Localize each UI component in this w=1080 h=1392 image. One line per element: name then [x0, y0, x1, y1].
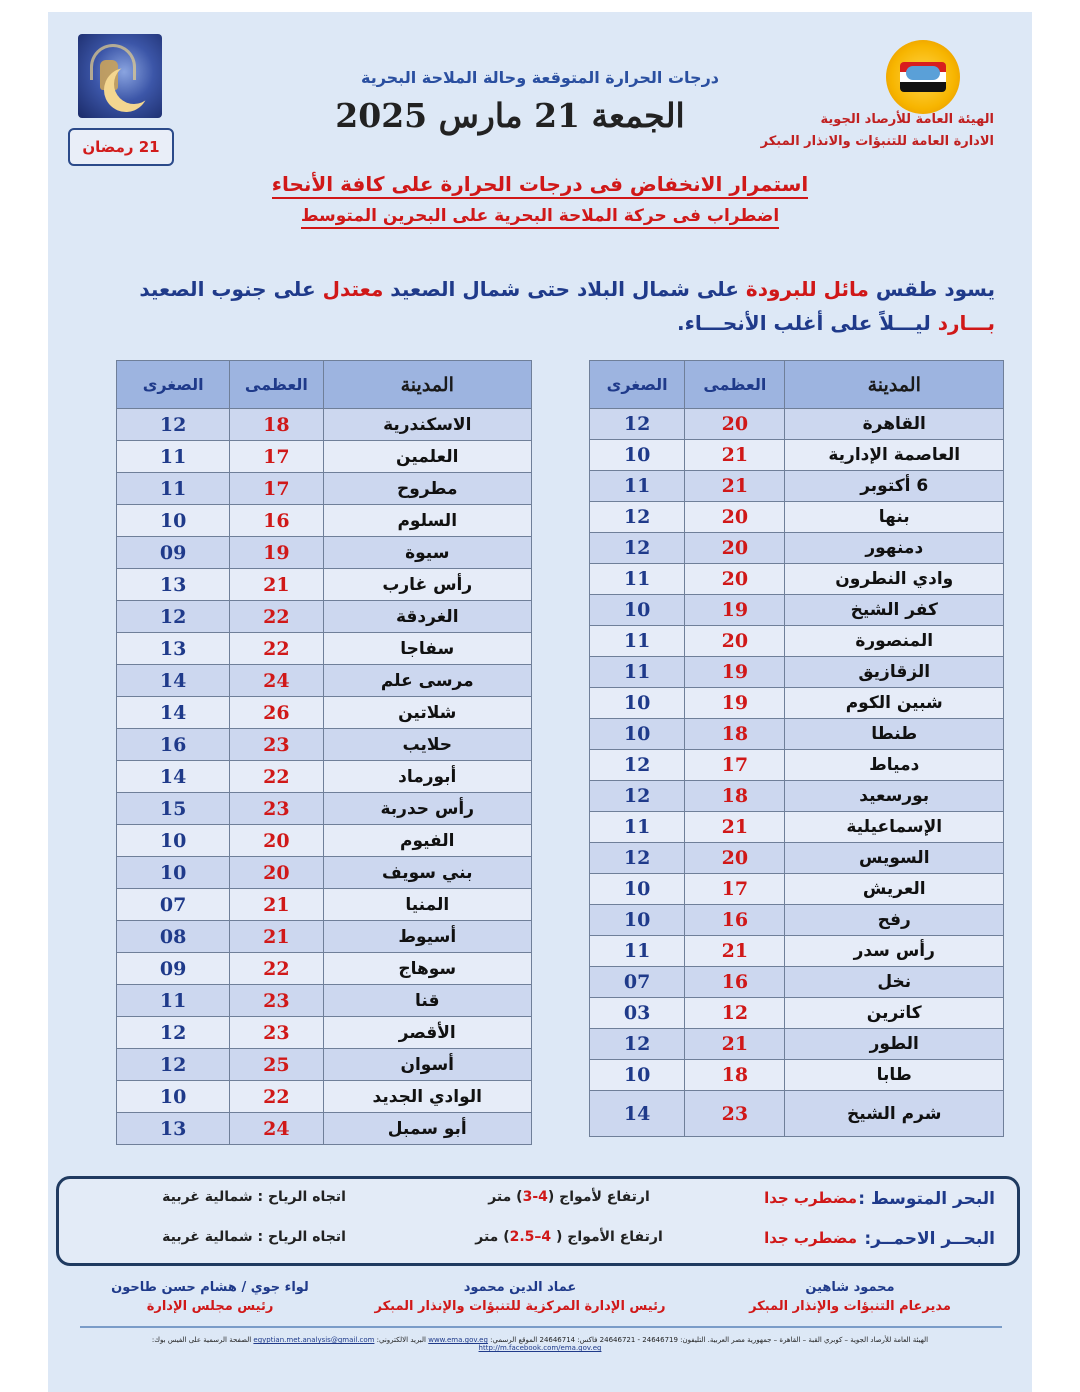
signature-3 — [100, 1280, 320, 1314]
cell-city: الإسماعيلية — [785, 812, 1004, 843]
cell-city: رأس غارب — [323, 569, 532, 601]
cell-city: شرم الشيخ — [785, 1091, 1004, 1137]
table-row — [117, 1017, 532, 1049]
wind-direction: اتجاه الرياح : شمالية غربية — [162, 1229, 346, 1245]
cell-min: 11 — [117, 985, 230, 1017]
table-row — [117, 537, 532, 569]
footer-contact — [100, 1336, 980, 1352]
col-header-max: العظمى — [230, 361, 323, 409]
cell-city: دمنهور — [785, 533, 1004, 564]
cell-city: العاصمة الإدارية — [785, 440, 1004, 471]
cell-city: نخل — [785, 967, 1004, 998]
headline-1-text: استمرار الانخفاض فى درجات الحرارة على كافة الأنحاء — [272, 172, 808, 199]
cell-max: 19 — [685, 688, 785, 719]
wave-label: ارتفاع لأمواج ( — [547, 1189, 650, 1205]
cell-min: 10 — [590, 905, 685, 936]
cell-max: 23 — [230, 985, 323, 1017]
cell-max: 18 — [685, 781, 785, 812]
cell-min: 10 — [117, 505, 230, 537]
col-header-city: المدينة — [785, 361, 1004, 409]
cell-min: 11 — [117, 473, 230, 505]
table-row — [590, 1091, 1004, 1137]
cell-city: شلاتين — [323, 697, 532, 729]
table-row — [117, 505, 532, 537]
wave-unit: ) متر — [488, 1189, 523, 1205]
cell-max: 18 — [685, 1060, 785, 1091]
cell-city: دمياط — [785, 750, 1004, 781]
cell-max: 25 — [230, 1049, 323, 1081]
summary-highlight: مائل للبرودة — [745, 277, 869, 301]
cell-min: 12 — [117, 1017, 230, 1049]
cell-max: 21 — [685, 440, 785, 471]
cell-max: 23 — [230, 729, 323, 761]
footer-facebook-link[interactable]: http://m.facebook.com/ema.gov.eg — [478, 1344, 602, 1352]
cell-max: 23 — [685, 1091, 785, 1137]
cell-max: 20 — [685, 564, 785, 595]
sea-name: البحر المتوسط : — [858, 1189, 995, 1209]
cell-max: 21 — [230, 921, 323, 953]
cell-min: 11 — [590, 657, 685, 688]
table-row — [117, 825, 532, 857]
table-row — [117, 985, 532, 1017]
cell-min: 10 — [590, 440, 685, 471]
cell-city: المنيا — [323, 889, 532, 921]
org-name: الهيئة العامة للأرصاد الجوية — [820, 112, 994, 127]
cell-max: 24 — [230, 1113, 323, 1145]
cell-city: حلايب — [323, 729, 532, 761]
cell-min: 14 — [117, 761, 230, 793]
signature-name: عماد الدين محمود — [463, 1280, 577, 1295]
table-row — [590, 781, 1004, 812]
cell-city: العريش — [785, 874, 1004, 905]
cell-min: 10 — [590, 874, 685, 905]
cell-city: سفاجا — [323, 633, 532, 665]
cell-max: 26 — [230, 697, 323, 729]
cell-city: رأس سدر — [785, 936, 1004, 967]
cell-city: كفر الشيخ — [785, 595, 1004, 626]
cell-min: 10 — [590, 719, 685, 750]
table-row — [590, 750, 1004, 781]
cell-min: 07 — [117, 889, 230, 921]
cell-max: 20 — [685, 409, 785, 440]
cell-max: 21 — [685, 812, 785, 843]
table-row — [117, 729, 532, 761]
cell-min: 10 — [117, 825, 230, 857]
cell-min: 10 — [590, 688, 685, 719]
cell-city: العلمين — [323, 441, 532, 473]
sea-row-mediterranean — [59, 1189, 1017, 1219]
cell-min: 12 — [117, 1049, 230, 1081]
table-row — [590, 533, 1004, 564]
table-row — [590, 688, 1004, 719]
cell-city: أسوان — [323, 1049, 532, 1081]
cell-min: 12 — [590, 1029, 685, 1060]
cell-max: 20 — [685, 626, 785, 657]
cell-city: بني سويف — [323, 857, 532, 889]
signature-1 — [720, 1280, 980, 1314]
signature-name: محمود شاهين — [805, 1280, 895, 1295]
headline-1 — [260, 172, 820, 196]
table-row — [117, 665, 532, 697]
cell-min: 11 — [590, 564, 685, 595]
footer-text: الهيئة العامة للأرصاد الجوية – كوبري القبة – القاهرة – جمهورية مصر العربية. التليفون: 24646719 - 24646721 فاكس: 24646714 الموقع الرسمي: — [490, 1336, 929, 1344]
cell-city: الوادي الجديد — [323, 1081, 532, 1113]
cell-min: 09 — [117, 953, 230, 985]
table-row — [117, 1113, 532, 1145]
summary-part: على شمال البلاد حتى شمال الصعيد — [383, 277, 746, 301]
cell-min: 15 — [117, 793, 230, 825]
summary-part: ليـــلاً على أغلب الأنحـــاء. — [677, 311, 938, 335]
cell-city: السويس — [785, 843, 1004, 874]
cell-min: 12 — [590, 409, 685, 440]
table-row — [117, 793, 532, 825]
signature-2 — [370, 1280, 670, 1314]
cell-max: 20 — [685, 502, 785, 533]
table-row — [117, 921, 532, 953]
summary-part: يسود طقس — [868, 277, 995, 301]
cell-min: 12 — [590, 750, 685, 781]
bulletin-title: درجات الحرارة المتوقعة وحالة الملاحة البحرية — [360, 68, 719, 87]
cell-city: مرسى علم — [323, 665, 532, 697]
cell-min: 11 — [590, 471, 685, 502]
org-department: الادارة العامة للتنبؤات والانذار المبكر — [760, 134, 994, 149]
cell-max: 20 — [685, 843, 785, 874]
cell-max: 20 — [230, 825, 323, 857]
cell-min: 14 — [117, 665, 230, 697]
cell-city: القاهرة — [785, 409, 1004, 440]
table-row — [117, 633, 532, 665]
table-row — [117, 761, 532, 793]
cell-min: 10 — [117, 857, 230, 889]
cell-min: 07 — [590, 967, 685, 998]
table-row — [590, 1029, 1004, 1060]
footer-fb-label: الصفحة الرسمية على الفيس بوك: — [151, 1336, 252, 1344]
sea-name: البحــر الاحمــر: — [864, 1229, 995, 1249]
weather-summary — [100, 272, 995, 340]
cell-max: 17 — [685, 874, 785, 905]
cell-city: سوهاج — [323, 953, 532, 985]
cell-max: 17 — [230, 473, 323, 505]
cell-min: 13 — [117, 1113, 230, 1145]
cell-city: بنها — [785, 502, 1004, 533]
bulletin-date: الجمعة 21 مارس 2025 — [335, 96, 685, 135]
sea-state: مضطرب جدا — [764, 1189, 857, 1207]
cell-city: أبو سمبل — [323, 1113, 532, 1145]
cell-min: 16 — [117, 729, 230, 761]
cell-max: 22 — [230, 601, 323, 633]
temperature-table-right — [589, 360, 1004, 1137]
cell-max: 21 — [230, 889, 323, 921]
cell-city: الزقازيق — [785, 657, 1004, 688]
cell-max: 21 — [685, 936, 785, 967]
cell-max: 22 — [230, 633, 323, 665]
ema-logo-icon — [886, 40, 960, 114]
cell-city: طابا — [785, 1060, 1004, 1091]
cell-city: الاسكندرية — [323, 409, 532, 441]
table-row — [590, 967, 1004, 998]
cell-max: 18 — [230, 409, 323, 441]
cell-city: طنطا — [785, 719, 1004, 750]
col-header-city: المدينة — [323, 361, 532, 409]
cell-max: 23 — [230, 1017, 323, 1049]
cell-min: 13 — [117, 569, 230, 601]
cell-min: 12 — [590, 533, 685, 564]
table-row — [117, 601, 532, 633]
footer-site-link[interactable]: www.ema.gov.eg — [428, 1336, 488, 1344]
table-row — [590, 936, 1004, 967]
cell-city: بورسعيد — [785, 781, 1004, 812]
cell-max: 18 — [685, 719, 785, 750]
signature-role: رئيس مجلس الإدارة — [146, 1299, 274, 1314]
sea-row-red-sea — [59, 1229, 1017, 1259]
cell-city: الأقصر — [323, 1017, 532, 1049]
cell-max: 16 — [685, 905, 785, 936]
cell-max: 22 — [230, 1081, 323, 1113]
cell-max: 22 — [230, 761, 323, 793]
cell-max: 24 — [230, 665, 323, 697]
cell-city: أسيوط — [323, 921, 532, 953]
wind-direction: اتجاه الرياح : شمالية غربية — [162, 1189, 346, 1205]
summary-part: على جنوب الصعيد — [139, 277, 323, 301]
cell-max: 22 — [230, 953, 323, 985]
table-row — [117, 1049, 532, 1081]
sea-conditions-box — [56, 1176, 1020, 1266]
cell-min: 13 — [117, 633, 230, 665]
cell-min: 11 — [590, 626, 685, 657]
table-row — [590, 595, 1004, 626]
cell-min: 03 — [590, 998, 685, 1029]
cell-min: 12 — [590, 843, 685, 874]
wave-height — [439, 1189, 699, 1205]
cell-min: 10 — [590, 1060, 685, 1091]
table-row — [590, 657, 1004, 688]
cell-city: أبورماد — [323, 761, 532, 793]
cell-max: 19 — [685, 657, 785, 688]
cell-min: 08 — [117, 921, 230, 953]
cell-min: 12 — [117, 601, 230, 633]
table-row — [590, 812, 1004, 843]
temperature-table-left — [116, 360, 532, 1145]
wave-label: ارتفاع الأمواج ( — [551, 1229, 663, 1245]
signature-name: لواء جوي / هشام حسن طاحون — [111, 1280, 309, 1295]
cell-max: 21 — [685, 471, 785, 502]
cell-min: 14 — [117, 697, 230, 729]
signature-role: مديرعام التنبؤات والإنذار المبكر — [749, 1299, 951, 1314]
cell-max: 16 — [685, 967, 785, 998]
table-row — [590, 471, 1004, 502]
table-row — [590, 874, 1004, 905]
table-row — [117, 697, 532, 729]
cell-city: مطروح — [323, 473, 532, 505]
cell-max: 20 — [230, 857, 323, 889]
headline-2-text: اضطراب فى حركة الملاحة البحرية على البحرين المتوسط — [301, 206, 779, 229]
cell-max: 19 — [685, 595, 785, 626]
cell-min: 11 — [590, 936, 685, 967]
table-row — [117, 1081, 532, 1113]
table-row — [590, 502, 1004, 533]
table-row — [590, 564, 1004, 595]
table-row — [117, 569, 532, 601]
table-row — [590, 843, 1004, 874]
cell-max: 23 — [230, 793, 323, 825]
cell-min: 10 — [590, 595, 685, 626]
wave-unit: ) متر — [475, 1229, 510, 1245]
table-row — [590, 998, 1004, 1029]
col-header-min: الصغرى — [117, 361, 230, 409]
cell-max: 17 — [230, 441, 323, 473]
cell-city: رفح — [785, 905, 1004, 936]
cell-min: 09 — [117, 537, 230, 569]
sea-state: مضطرب جدا — [764, 1229, 857, 1247]
col-header-min: الصغرى — [590, 361, 685, 409]
footer-email-label: البريد الالكتروني: — [374, 1336, 426, 1344]
table-row — [590, 440, 1004, 471]
cell-city: الفيوم — [323, 825, 532, 857]
table-row — [117, 473, 532, 505]
cell-min: 12 — [590, 781, 685, 812]
headline-2 — [260, 206, 820, 226]
cell-max: 19 — [230, 537, 323, 569]
table-row — [590, 1060, 1004, 1091]
wave-height — [439, 1229, 699, 1245]
cell-city: السلوم — [323, 505, 532, 537]
cell-min: 11 — [117, 441, 230, 473]
table-row — [590, 719, 1004, 750]
summary-highlight: بـــارد — [937, 311, 995, 335]
cell-city: شبين الكوم — [785, 688, 1004, 719]
cell-max: 21 — [230, 569, 323, 601]
cell-max: 20 — [685, 533, 785, 564]
table-row — [117, 953, 532, 985]
table-row — [117, 857, 532, 889]
cell-city: سيوة — [323, 537, 532, 569]
table-row — [117, 889, 532, 921]
ramadan-day-badge: 21 رمضان — [68, 128, 174, 166]
table-row — [590, 905, 1004, 936]
footer-divider — [80, 1326, 1002, 1328]
cell-city: الطور — [785, 1029, 1004, 1060]
cell-min: 12 — [117, 409, 230, 441]
wave-value: 2.5–4 — [509, 1229, 552, 1245]
cell-max: 21 — [685, 1029, 785, 1060]
footer-email-link[interactable]: egyptian.met.analysis@gmail.com — [253, 1336, 375, 1344]
cell-min: 10 — [117, 1081, 230, 1113]
wave-value: 3-4 — [522, 1189, 548, 1205]
cell-city: الغردقة — [323, 601, 532, 633]
cell-min: 11 — [590, 812, 685, 843]
table-row — [590, 626, 1004, 657]
cell-city: 6 أكتوبر — [785, 471, 1004, 502]
table-row — [117, 441, 532, 473]
cell-max: 16 — [230, 505, 323, 537]
signature-role: رئيس الإدارة المركزية للتنبؤات والإنذار المبكر — [374, 1299, 666, 1314]
cell-min: 12 — [590, 502, 685, 533]
cell-min: 14 — [590, 1091, 685, 1137]
cell-city: قنا — [323, 985, 532, 1017]
cell-max: 12 — [685, 998, 785, 1029]
cell-max: 17 — [685, 750, 785, 781]
cell-city: المنصورة — [785, 626, 1004, 657]
table-row — [117, 409, 532, 441]
cell-city: كاترين — [785, 998, 1004, 1029]
cell-city: رأس حدربة — [323, 793, 532, 825]
ramadan-lantern-image — [78, 34, 162, 118]
table-row — [590, 409, 1004, 440]
col-header-max: العظمى — [685, 361, 785, 409]
summary-highlight: معتدل — [322, 277, 384, 301]
cell-city: وادي النطرون — [785, 564, 1004, 595]
